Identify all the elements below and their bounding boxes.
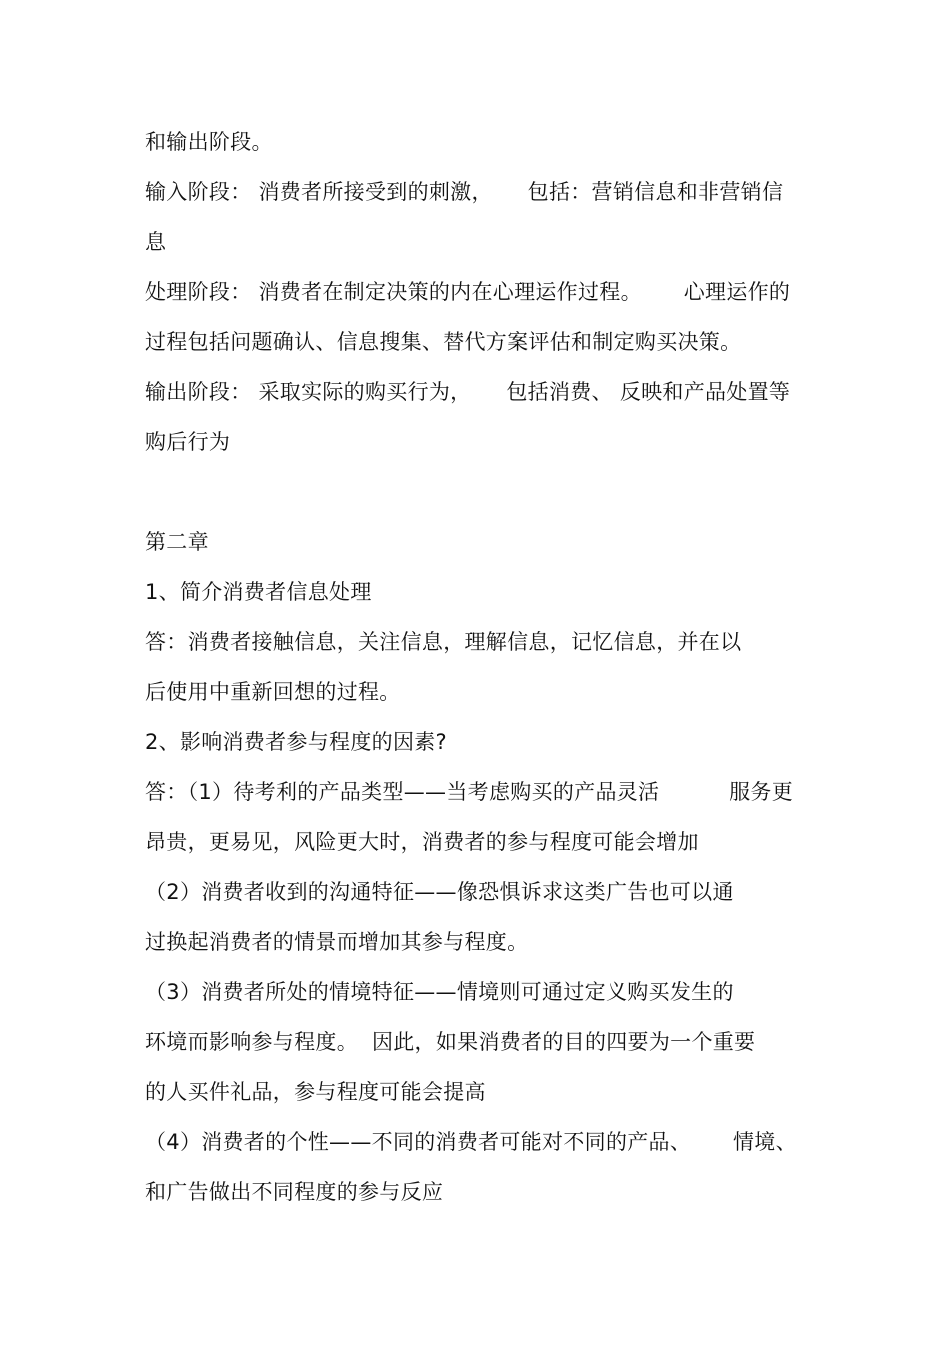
text-line: 环境而影响参与程度。 因此，如果消费者的目的四要为一个重要 bbox=[145, 1030, 756, 1054]
text-line: （4）消费者的个性——不同的消费者可能对不同的产品、 情境、 bbox=[145, 1130, 797, 1154]
text-line: 和输出阶段。 bbox=[145, 130, 273, 154]
text-line: 购后行为 bbox=[145, 430, 231, 454]
text-line: 过程包括问题确认、信息搜集、替代方案评估和制定购买决策。 bbox=[145, 330, 742, 354]
text-line: 处理阶段： 消费者在制定决策的内在心理运作过程。 心理运作的 bbox=[145, 280, 791, 304]
text-line: 过换起消费者的情景而增加其参与程度。 bbox=[145, 930, 529, 954]
text-line: 后使用中重新回想的过程。 bbox=[145, 680, 401, 704]
text-line: （2）消费者收到的沟通特征——像恐惧诉求这类广告也可以通 bbox=[145, 880, 734, 904]
text-line: 答：消费者接触信息，关注信息，理解信息，记忆信息，并在以 bbox=[145, 630, 742, 654]
text-line: 输入阶段： 消费者所接受到的刺激， 包括：营销信息和非营销信 bbox=[145, 180, 784, 204]
text-line: 昂贵，更易见，风险更大时，消费者的参与程度可能会增加 bbox=[145, 830, 699, 854]
text-line: （3）消费者所处的情境特征——情境则可通过定义购买发生的 bbox=[145, 980, 734, 1004]
text-line: 的人买件礼品，参与程度可能会提高 bbox=[145, 1080, 486, 1104]
question-heading: 2、影响消费者参与程度的因素? bbox=[145, 730, 448, 754]
chapter-heading: 第二章 bbox=[145, 530, 209, 554]
text-line: 和广告做出不同程度的参与反应 bbox=[145, 1180, 444, 1204]
question-heading: 1、简介消费者信息处理 bbox=[145, 580, 372, 604]
text-line: 答：（1）待考利的产品类型——当考虑购买的产品灵活 服务更 bbox=[145, 780, 794, 804]
text-line: 输出阶段： 采取实际的购买行为， 包括消费、 反映和产品处置等 bbox=[145, 380, 791, 404]
text-line: 息 bbox=[145, 230, 167, 254]
